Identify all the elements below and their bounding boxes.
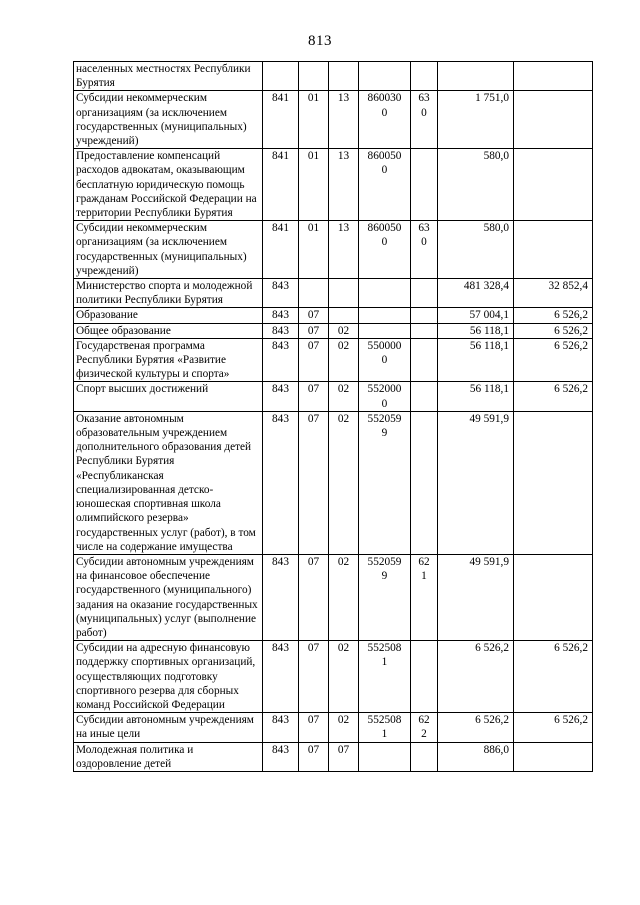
- cell-name: Спорт высших достижений: [74, 382, 263, 411]
- cell-name: Субсидии некоммерческим организациям (за исключением государственных (муниципальных) учреждений): [74, 91, 263, 149]
- table-row: [74, 382, 593, 411]
- cell-target-article: [359, 308, 411, 323]
- cell-pr: 02: [329, 338, 359, 382]
- cell-rz: 07: [299, 641, 329, 713]
- cell-rz: 07: [299, 338, 329, 382]
- cell-pr: 02: [329, 323, 359, 338]
- cell-expense-type: 63 0: [411, 91, 438, 149]
- cell-pr: 13: [329, 221, 359, 279]
- cell-rz: 07: [299, 742, 329, 771]
- cell-expense-type: [411, 742, 438, 771]
- cell-amount: 580,0: [438, 149, 514, 221]
- cell-ved: 843: [263, 308, 299, 323]
- cell-amount: 481 328,4: [438, 279, 514, 308]
- cell-pr: [329, 308, 359, 323]
- cell-amount-federal: 6 526,2: [514, 713, 593, 742]
- cell-amount: 56 118,1: [438, 382, 514, 411]
- table-row: [74, 323, 593, 338]
- cell-expense-type: [411, 338, 438, 382]
- table-row: [74, 338, 593, 382]
- cell-rz: 07: [299, 308, 329, 323]
- cell-expense-type: [411, 149, 438, 221]
- cell-expense-type: [411, 323, 438, 338]
- cell-pr: 02: [329, 554, 359, 640]
- cell-rz: 01: [299, 221, 329, 279]
- cell-pr: [329, 62, 359, 91]
- cell-amount-federal: [514, 149, 593, 221]
- cell-rz: 07: [299, 323, 329, 338]
- cell-amount: 56 118,1: [438, 323, 514, 338]
- cell-target-article: 860030 0: [359, 91, 411, 149]
- cell-name: Образование: [74, 308, 263, 323]
- cell-ved: 841: [263, 149, 299, 221]
- cell-amount-federal: [514, 554, 593, 640]
- cell-amount-federal: 6 526,2: [514, 641, 593, 713]
- cell-expense-type: 62 2: [411, 713, 438, 742]
- cell-amount: 580,0: [438, 221, 514, 279]
- cell-name: Оказание автономным образовательным учреждением дополнительного образования детей Республики Бурятия «Республиканская специализированная детско-юношеская спортивная школа олимпийского резерва» государственных услуг (работ), в том числе на содержание имущества: [74, 411, 263, 554]
- cell-expense-type: [411, 308, 438, 323]
- cell-expense-type: [411, 641, 438, 713]
- cell-amount-federal: [514, 742, 593, 771]
- cell-pr: 02: [329, 411, 359, 554]
- cell-expense-type: [411, 279, 438, 308]
- cell-name: Министерство спорта и молодежной политики Республики Бурятия: [74, 279, 263, 308]
- cell-ved: 843: [263, 641, 299, 713]
- cell-target-article: [359, 323, 411, 338]
- cell-target-article: 552508 1: [359, 641, 411, 713]
- cell-pr: 02: [329, 641, 359, 713]
- cell-name: Предоставление компенсаций расходов адвокатам, оказывающим бесплатную юридическую помощь гражданам Российской Федерации на территории Республики Бурятия: [74, 149, 263, 221]
- cell-rz: 01: [299, 91, 329, 149]
- cell-rz: [299, 279, 329, 308]
- table-row: [74, 279, 593, 308]
- cell-name: Субсидии некоммерческим организациям (за исключением государственных (муниципальных) учреждений): [74, 221, 263, 279]
- cell-amount-federal: [514, 62, 593, 91]
- cell-target-article: [359, 279, 411, 308]
- cell-name: Государственая программа Республики Бурятия «Развитие физической культуры и спорта»: [74, 338, 263, 382]
- cell-rz: [299, 62, 329, 91]
- cell-amount: 1 751,0: [438, 91, 514, 149]
- cell-amount-federal: 32 852,4: [514, 279, 593, 308]
- cell-pr: 13: [329, 91, 359, 149]
- cell-rz: 07: [299, 554, 329, 640]
- cell-ved: 843: [263, 411, 299, 554]
- cell-expense-type: [411, 382, 438, 411]
- cell-rz: 07: [299, 382, 329, 411]
- cell-expense-type: 63 0: [411, 221, 438, 279]
- cell-target-article: [359, 62, 411, 91]
- cell-target-article: 552059 9: [359, 554, 411, 640]
- table-row: [74, 91, 593, 149]
- table-row: [74, 554, 593, 640]
- cell-rz: 07: [299, 411, 329, 554]
- cell-pr: 13: [329, 149, 359, 221]
- cell-amount: 49 591,9: [438, 554, 514, 640]
- cell-amount: [438, 62, 514, 91]
- cell-expense-type: 62 1: [411, 554, 438, 640]
- cell-target-article: 860050 0: [359, 221, 411, 279]
- table-row: [74, 308, 593, 323]
- cell-amount-federal: [514, 411, 593, 554]
- table-row: [74, 411, 593, 554]
- cell-amount: 886,0: [438, 742, 514, 771]
- cell-ved: 843: [263, 713, 299, 742]
- cell-target-article: 550000 0: [359, 338, 411, 382]
- cell-ved: 843: [263, 279, 299, 308]
- cell-ved: 843: [263, 338, 299, 382]
- table-row: [74, 221, 593, 279]
- cell-name: Субсидии автономным учреждениям на иные цели: [74, 713, 263, 742]
- cell-pr: 07: [329, 742, 359, 771]
- cell-target-article: [359, 742, 411, 771]
- cell-ved: 843: [263, 323, 299, 338]
- cell-amount: 6 526,2: [438, 641, 514, 713]
- cell-expense-type: [411, 62, 438, 91]
- budget-table: [73, 61, 593, 772]
- table-row: [74, 62, 593, 91]
- table-row: [74, 742, 593, 771]
- cell-amount-federal: [514, 221, 593, 279]
- cell-ved: [263, 62, 299, 91]
- cell-amount-federal: 6 526,2: [514, 308, 593, 323]
- cell-name: Молодежная политика и оздоровление детей: [74, 742, 263, 771]
- page-number: 813: [308, 33, 332, 49]
- table-row: [74, 641, 593, 713]
- cell-amount: 56 118,1: [438, 338, 514, 382]
- cell-amount-federal: 6 526,2: [514, 338, 593, 382]
- cell-ved: 841: [263, 221, 299, 279]
- cell-amount-federal: [514, 91, 593, 149]
- cell-amount-federal: 6 526,2: [514, 323, 593, 338]
- cell-pr: [329, 279, 359, 308]
- cell-name: Субсидии на адресную финансовую поддержку спортивных организаций, осуществляющих подготовку спортивного резерва для сборных команд Российской Федерации: [74, 641, 263, 713]
- cell-ved: 843: [263, 554, 299, 640]
- cell-name: Субсидии автономным учреждениям на финансовое обеспечение государственного (муниципального) задания на оказание государственных (муниципальных) услуг (выполнение работ): [74, 554, 263, 640]
- cell-target-article: 552059 9: [359, 411, 411, 554]
- cell-target-article: 552508 1: [359, 713, 411, 742]
- cell-name: Общее образование: [74, 323, 263, 338]
- cell-pr: 02: [329, 713, 359, 742]
- cell-ved: 843: [263, 742, 299, 771]
- cell-target-article: 860050 0: [359, 149, 411, 221]
- cell-rz: 07: [299, 713, 329, 742]
- cell-pr: 02: [329, 382, 359, 411]
- cell-name: населенных местностях Республики Бурятия: [74, 62, 263, 91]
- cell-amount: 6 526,2: [438, 713, 514, 742]
- cell-amount: 49 591,9: [438, 411, 514, 554]
- table-row: [74, 149, 593, 221]
- table-row: [74, 713, 593, 742]
- cell-target-article: 552000 0: [359, 382, 411, 411]
- cell-rz: 01: [299, 149, 329, 221]
- cell-amount-federal: 6 526,2: [514, 382, 593, 411]
- cell-ved: 843: [263, 382, 299, 411]
- cell-expense-type: [411, 411, 438, 554]
- cell-amount: 57 004,1: [438, 308, 514, 323]
- cell-ved: 841: [263, 91, 299, 149]
